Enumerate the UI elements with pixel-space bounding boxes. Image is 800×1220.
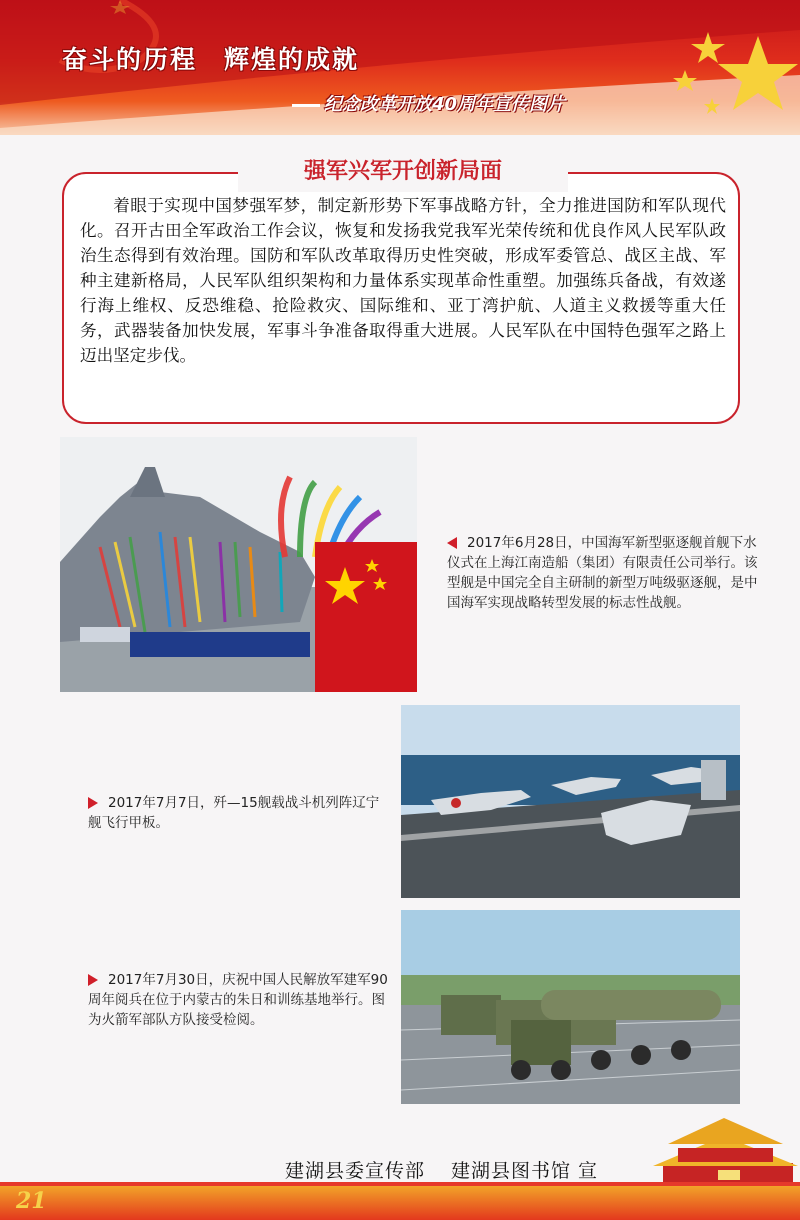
triangle-right-icon [88,797,98,809]
header-subtitle [292,90,565,116]
footer-organizations [285,1156,598,1183]
dash-icon [292,104,320,107]
header-subtitle-text: 纪念改革开放40周年宣传图片 [324,94,566,115]
section-body: 着眼于实现中国梦强军梦，制定新形势下军事战略方针，全力推进国防和军队现代化。召开古田全军政治工作会议，恢复和发扬我党我军光荣传统和优良作风人民军队政治生态得到有效治理。国防和军队改革取得历史性突破，形成军委管总、战区主战、军种主建新格局，人民军队组织架构和力量体系实现革命性重塑。加强练兵备战，有效遂行海上维权、反恐维稳、抢险救灾、国际维和、亚丁湾护航、人道主义救援等重大任务，武器装备加快发展，军事斗争准备取得重大进展。人民军队在中国特色强军之路上迈出坚定步伐。 [80,196,726,365]
caption-text: 2017年7月30日，庆祝中国人民解放军建军90周年阅兵在位于内蒙古的朱日和训练基地举行。图为火箭军部队方队接受检阅。 [88,972,388,1028]
caption-text: 2017年7月7日，歼—15舰载战斗机列阵辽宁舰飞行甲板。 [88,795,380,831]
triangle-left-icon [447,537,457,549]
header-title: 奋斗的历程 辉煌的成就 [62,45,360,74]
photo-caption [447,533,765,613]
footer-org-2: 建湖县图书馆 宣 [451,1160,599,1182]
triangle-right-icon [88,974,98,986]
page-number: 21 [16,1188,47,1214]
photo-destroyer-launch [60,437,417,692]
header-banner [0,0,800,135]
photo-rocket-parade [401,910,740,1104]
footer-org-1: 建湖县委宣传部 [285,1160,426,1182]
caption-text: 2017年6月28日，中国海军新型驱逐舰首舰下水仪式在上海江南造船（集团）有限责任公司举行。该型舰是中国完全自主研制的新型万吨级驱逐舰，是中国海军实现战略转型发展的标志性战舰。 [447,535,758,611]
photo-caption [88,793,388,833]
section-title: 强军兴军开创新局面 [238,152,568,192]
footer-band [0,1186,800,1220]
photo-carrier-deck [401,705,740,898]
photo-caption [88,970,388,1030]
